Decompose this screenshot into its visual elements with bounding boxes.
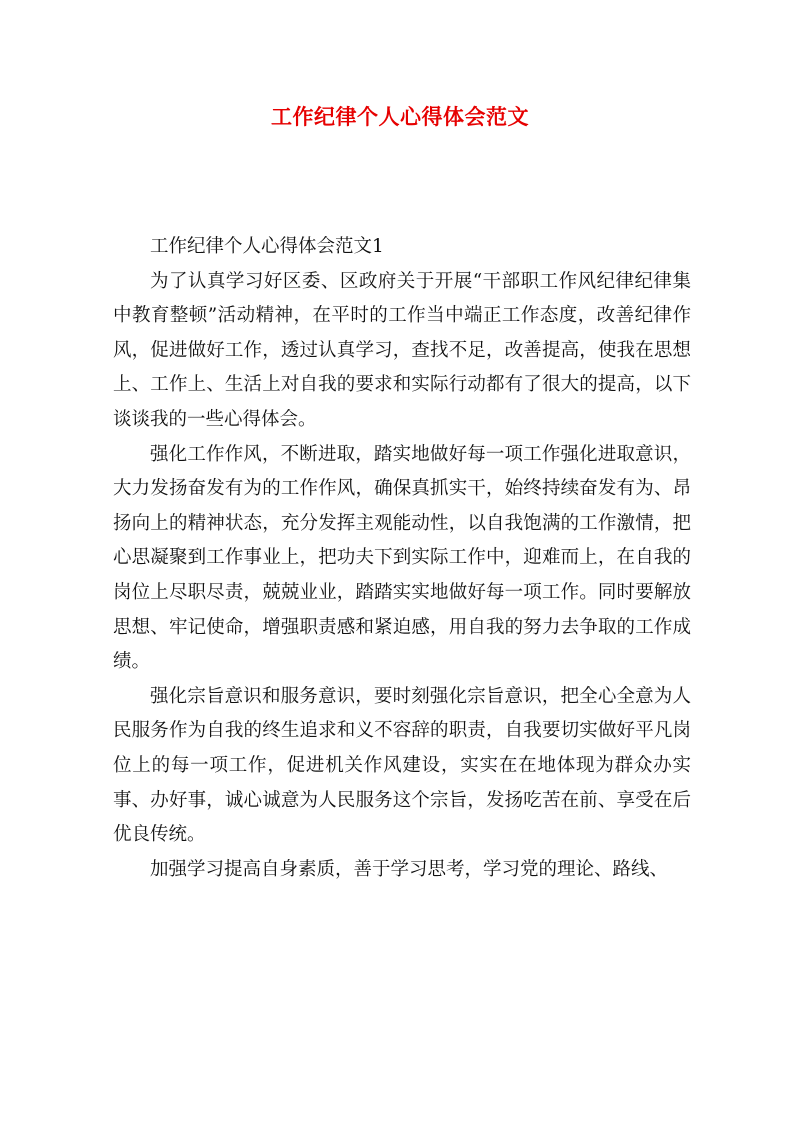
paragraph-4: 加强学习提高自身素质，善于学习思考，学习党的理论、路线、: [150, 858, 669, 880]
document-body: [113, 230, 691, 887]
paragraph-3: 强化宗旨意识和服务意识，要时刻强化宗旨意识，把全心全意为人民服务作为自我的终生追求和义不容辞的职责，自我要切实做好平凡岗位上的每一项工作，促进机关作风建设，实实在在地体现为群众办实事、办好事，诚心诚意为人民服务这个宗旨，发扬吃苦在前、享受在后优良传统。: [113, 685, 691, 846]
paragraph-1: 为了认真学习好区委、区政府关于开展“干部职工作风纪律纪律集中教育整顿”活动精神，在平时的工作当中端正工作态度，改善纪律作风，促进做好工作，透过认真学习，查找不足，改善提高，使我在思想上、工作上、生活上对自我的要求和实际行动都有了很大的提高，以下谈谈我的一些心得体会。: [113, 270, 691, 430]
document-title: 工作纪律个人心得体会范文: [271, 104, 529, 129]
paragraph-2: 强化工作作风，不断进取，踏实地做好每一项工作强化进取意识，大力发扬奋发有为的工作作风，确保真抓实干，始终持续奋发有为、昂扬向上的精神状态，充分发挥主观能动性，以自我饱满的工作激情，把心思凝聚到工作事业上，把功夫下到实际工作中，迎难而上，在自我的岗位上尽职尽责，兢兢业业，踏踏实实地做好每一项工作。同时要解放思想、牢记使命，增强职责感和紧迫感，用自我的努力去争取的工作成绩。: [113, 443, 691, 673]
section-heading: 工作纪律个人心得体会范文1: [150, 236, 384, 257]
